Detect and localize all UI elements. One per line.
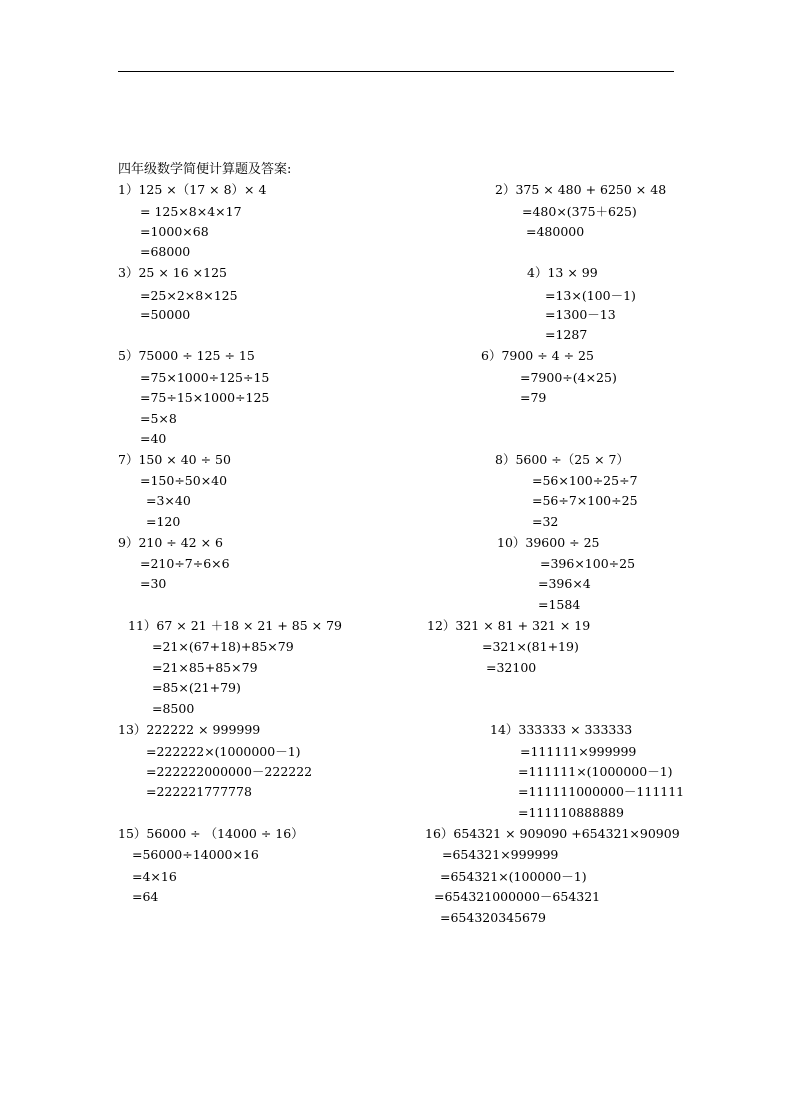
problem-step: =25×2×8×125: [140, 288, 238, 303]
problem-question: 8）5600 ÷（25 × 7）: [495, 452, 629, 467]
problem-question: 15）56000 ÷ （14000 ÷ 16）: [118, 826, 304, 841]
problem-step: =222221777778: [146, 784, 252, 799]
problem-step: =30: [140, 576, 167, 591]
problem-question: 11）67 × 21 ＋18 × 21 + 85 × 79: [128, 618, 342, 633]
problem-step: =1300－13: [545, 307, 616, 322]
problem-step: =4×16: [132, 869, 177, 884]
problem-question: 12）321 × 81 + 321 × 19: [427, 618, 591, 633]
problem-step: =8500: [152, 701, 195, 716]
problem-step: =79: [520, 390, 547, 405]
problem-step: =56÷7×100÷25: [532, 493, 638, 508]
problem-step: =40: [140, 431, 167, 446]
problem-step: =75÷15×1000÷125: [140, 390, 270, 405]
problem-step: =480000: [526, 224, 585, 239]
problem-question: 14）333333 × 333333: [490, 722, 633, 737]
problem-step: =150÷50×40: [140, 473, 228, 488]
problem-step: =654320345679: [440, 910, 546, 925]
problem-question: 13）222222 × 999999: [118, 722, 261, 737]
problem-question: 4）13 × 99: [527, 265, 598, 280]
problem-step: =120: [146, 514, 181, 529]
problem-step: =85×(21+79): [152, 680, 241, 695]
problem-step: =56000÷14000×16: [132, 847, 259, 862]
problem-step: =32100: [486, 660, 537, 675]
problem-step: = 125×8×4×17: [140, 204, 242, 219]
problem-step: =111110888889: [518, 805, 624, 820]
problem-step: =111111000000－111111: [518, 784, 685, 799]
problem-step: =5×8: [140, 411, 177, 426]
problem-step: =13×(100－1): [545, 288, 636, 303]
problem-step: =7900÷(4×25): [520, 370, 617, 385]
problem-question: 7）150 × 40 ÷ 50: [118, 452, 231, 467]
problem-question: 9）210 ÷ 42 × 6: [118, 535, 224, 550]
problem-step: =1584: [538, 597, 581, 612]
problem-question: 5）75000 ÷ 125 ÷ 15: [118, 348, 255, 363]
problem-step: =21×(67+18)+85×79: [152, 639, 294, 654]
problem-question: 16）654321 × 909090 +654321×90909: [425, 826, 680, 841]
page-title: 四年级数学简便计算题及答案:: [118, 162, 292, 177]
problem-question: 6）7900 ÷ 4 ÷ 25: [481, 348, 594, 363]
problem-step: =210÷7÷6×6: [140, 556, 230, 571]
problem-step: =111111×(1000000－1): [518, 764, 673, 779]
problem-step: =396×4: [538, 576, 591, 591]
problem-step: =3×40: [146, 493, 191, 508]
problem-step: =68000: [140, 244, 191, 259]
problem-question: 10）39600 ÷ 25: [497, 535, 600, 550]
problem-step: =21×85+85×79: [152, 660, 258, 675]
problem-step: =396×100÷25: [540, 556, 636, 571]
problem-step: =321×(81+19): [482, 639, 579, 654]
problem-question: 2）375 × 480 + 6250 × 48: [495, 182, 667, 197]
problem-step: =75×1000÷125÷15: [140, 370, 270, 385]
problem-step: =64: [132, 889, 159, 904]
problem-step: =56×100÷25÷7: [532, 473, 638, 488]
problem-step: =654321×999999: [442, 847, 559, 862]
problem-step: =32: [532, 514, 559, 529]
problem-step: =480×(375＋625): [522, 204, 637, 219]
problem-step: =1287: [545, 327, 588, 342]
problem-step: =222222000000－222222: [146, 764, 313, 779]
problem-step: =654321×(100000－1): [440, 869, 587, 884]
problem-question: 3）25 × 16 ×125: [118, 265, 227, 280]
problem-step: =1000×68: [140, 224, 209, 239]
problem-step: =654321000000－654321: [434, 889, 601, 904]
problem-question: 1）125 ×（17 × 8）× 4: [118, 182, 267, 197]
problem-step: =111111×999999: [520, 744, 637, 759]
header-rule: [118, 71, 674, 72]
problem-step: =50000: [140, 307, 191, 322]
problem-step: =222222×(1000000－1): [146, 744, 301, 759]
